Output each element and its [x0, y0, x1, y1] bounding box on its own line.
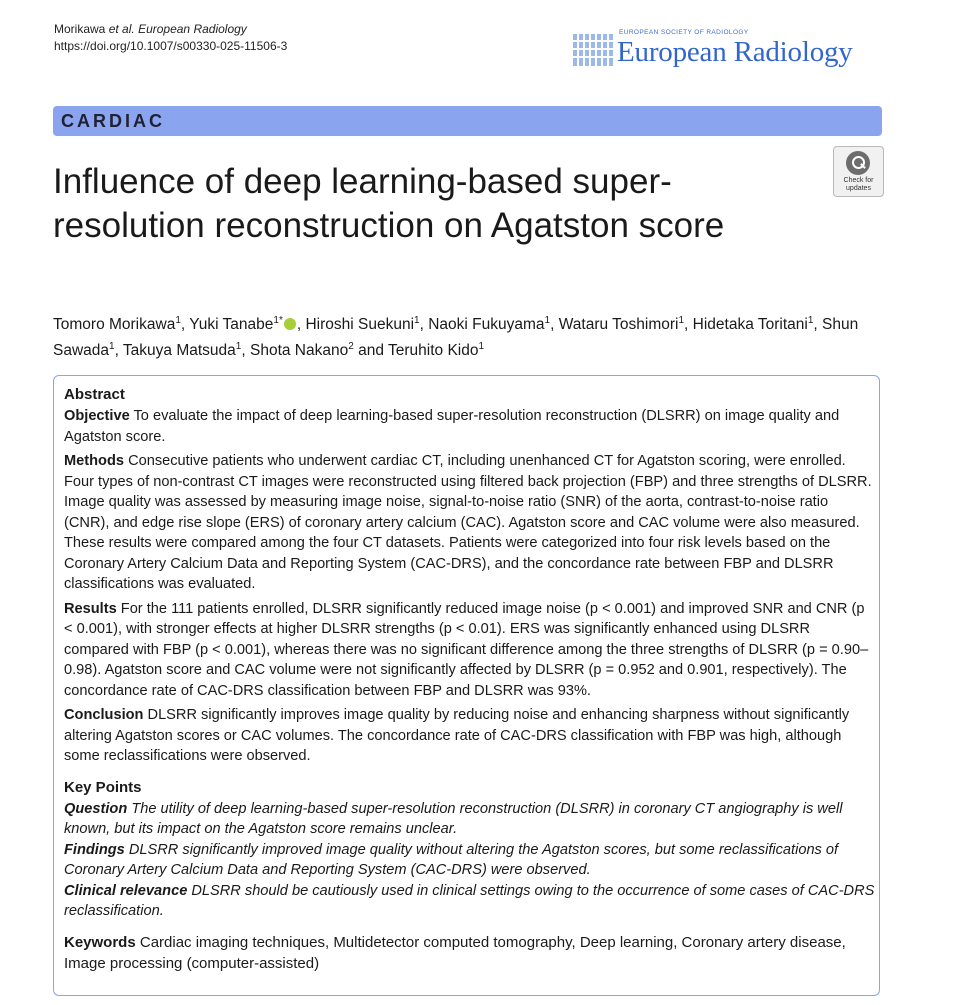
- author-affil: 1: [678, 315, 685, 326]
- author-affil: 1: [175, 315, 181, 326]
- relevance-label: Clinical relevance: [64, 882, 188, 899]
- objective-text: To evaluate the impact of deep learning-based super-resolution reconstruction (DLSRR) on image quality and Agatston score.: [64, 408, 840, 445]
- objective-paragraph: [64, 406, 876, 447]
- check-updates-line1: Check for: [843, 177, 874, 184]
- methods-text: Consecutive patients who underwent cardiac CT, including unenhanced CT for Agatston scoring, were enrolled. Four types of non-contrast CT images were reconstructed using filtered back projection (FBP) and three strengths of DLSRR. Image quality was assessed by measuring image noise, signal-to-noise ratio (SNR) of the aorta, contrast-to-noise ratio (CNR), and edge rise slope (ERS) of coronary artery calcium (CAC). Agatston score and CAC volume were also measured. These results were compared among the four CT datasets. Patients were categorized into four risk levels based on the Coronary Artery Calcium Data and Reporting System (CAC-DRS), and the concordance rate between FBP and DLSRR classifications was evaluated.: [64, 453, 872, 592]
- author-affil: 1: [544, 315, 551, 326]
- orcid-icon[interactable]: [284, 318, 296, 330]
- check-updates-line2: updates: [846, 185, 871, 192]
- keywords-text: Cardiac imaging techniques, Multidetector computed tomography, Deep learning, Coronary artery disease, Image processing (computer-assisted): [64, 933, 846, 972]
- author[interactable]: Tomoro Morikawa: [53, 316, 176, 334]
- logo-society: EUROPEAN SOCIETY OF RADIOLOGY: [619, 29, 749, 36]
- article-title: Influence of deep learning-based super-resolution reconstruction on Agatston score: [53, 162, 725, 245]
- author[interactable]: Teruhito Kido: [388, 342, 479, 360]
- author[interactable]: Hiroshi Suekuni: [305, 316, 415, 334]
- author[interactable]: Yuki Tanabe: [189, 316, 274, 334]
- author[interactable]: Shun Sawada: [53, 316, 859, 360]
- check-updates-icon: [846, 151, 870, 175]
- section-label: CARDIAC: [61, 111, 165, 131]
- author[interactable]: Hidetaka Toritani: [692, 316, 808, 334]
- abstract-content: [64, 384, 876, 974]
- keywords-label: Keywords: [64, 933, 136, 951]
- relevance-text: DLSRR should be cautiously used in clinical settings owing to the occurrence of some cases of CAC-DRS reclassification.: [64, 882, 875, 919]
- section-banner: [53, 106, 882, 136]
- logo-brand: European Radiology: [617, 36, 853, 68]
- conclusion-label: Conclusion: [64, 707, 144, 723]
- header-etal: et al.: [108, 22, 135, 36]
- abstract-box: [53, 375, 880, 996]
- journal-logo-icon: [571, 30, 615, 70]
- citation-line: [54, 21, 287, 38]
- author[interactable]: Wataru Toshimori: [558, 316, 679, 334]
- results-label: Results: [64, 600, 117, 617]
- key-points-heading: Key Points: [64, 778, 142, 796]
- results-text: For the 111 patients enrolled, DLSRR significantly reduced image noise (p < 0.001) and improved SNR and CNR (p < 0.001), with stronger effects at higher DLSRR strengths (p < 0.01). ERS was significantly enhanced using DLSRR compared with FBP (p < 0.001), whereas there was no significant difference among the three strengths of DLSRR (p = 0.90–0.98). Agatston score and CAC volume were not significantly affected by DLSRR (p = 0.952 and 0.901, respectively). The concordance rate of CAC-DRS classification between FBP and DLSRR was 93%.: [64, 600, 869, 699]
- author-affil: 2: [348, 341, 354, 353]
- author-affil: 1: [235, 341, 242, 353]
- findings-label: Findings: [64, 841, 125, 858]
- conclusion-paragraph: [64, 705, 876, 767]
- methods-label: Methods: [64, 453, 124, 469]
- results-paragraph: [64, 599, 876, 702]
- header-authors: Morikawa: [54, 22, 106, 36]
- author-affil: 1: [807, 315, 814, 326]
- findings-paragraph: [64, 840, 876, 881]
- author[interactable]: Shota Nakano: [249, 342, 349, 360]
- author-affil: 1: [478, 341, 485, 353]
- abstract-heading: Abstract: [64, 386, 125, 403]
- author-affil: 1*: [273, 315, 283, 326]
- methods-paragraph: [64, 451, 876, 595]
- doi-link[interactable]: https://doi.org/10.1007/s00330-025-11506-3: [54, 39, 288, 53]
- author-affil: 1: [109, 341, 115, 353]
- author[interactable]: Takuya Matsuda: [122, 342, 236, 360]
- objective-label: Objective: [64, 408, 130, 424]
- author[interactable]: Naoki Fukuyama: [428, 316, 545, 334]
- keywords-paragraph: [64, 932, 876, 974]
- header-journal: European Radiology: [138, 22, 247, 36]
- conclusion-text: DLSRR significantly improves image quality by reducing noise and enhancing sharpness without significantly altering Agatston scores or CAC volumes. The concordance rate of CAC-DRS classification with FBP was high, although some reclassifications were observed.: [64, 707, 850, 764]
- journal-logo: [571, 28, 883, 74]
- check-for-updates-button[interactable]: [833, 146, 884, 197]
- question-label: Question: [64, 800, 128, 817]
- author-list: Tomoro Morikawa$^1$, Yuki Tanabe$^{1*}$ , Hiroshi Suekuni$^1$, Naoki Fukuyama$^1$, Wataru Toshimori$^1$, Hidetaka Toritani$^1$, Shun Sawada$^1$, Takuya Matsuda$^1$, Shota Nakano$^2$ and Teruhito Kido$^1$: [53, 315, 859, 360]
- relevance-paragraph: [64, 881, 876, 922]
- running-header: [54, 21, 287, 55]
- check-updates-label: [834, 177, 883, 193]
- question-paragraph: [64, 799, 876, 840]
- author-affil: 1: [414, 315, 420, 326]
- question-text: The utility of deep learning-based super-resolution reconstruction (DLSRR) in coronary CT angiography is well known, but its impact on the Agatston score remains unclear.: [64, 800, 843, 837]
- findings-text: DLSRR significantly improved image quality without altering the Agatston scores, but some reclassifications of Coronary Artery Calcium Data and Reporting System (CAC-DRS) were observed.: [64, 841, 839, 878]
